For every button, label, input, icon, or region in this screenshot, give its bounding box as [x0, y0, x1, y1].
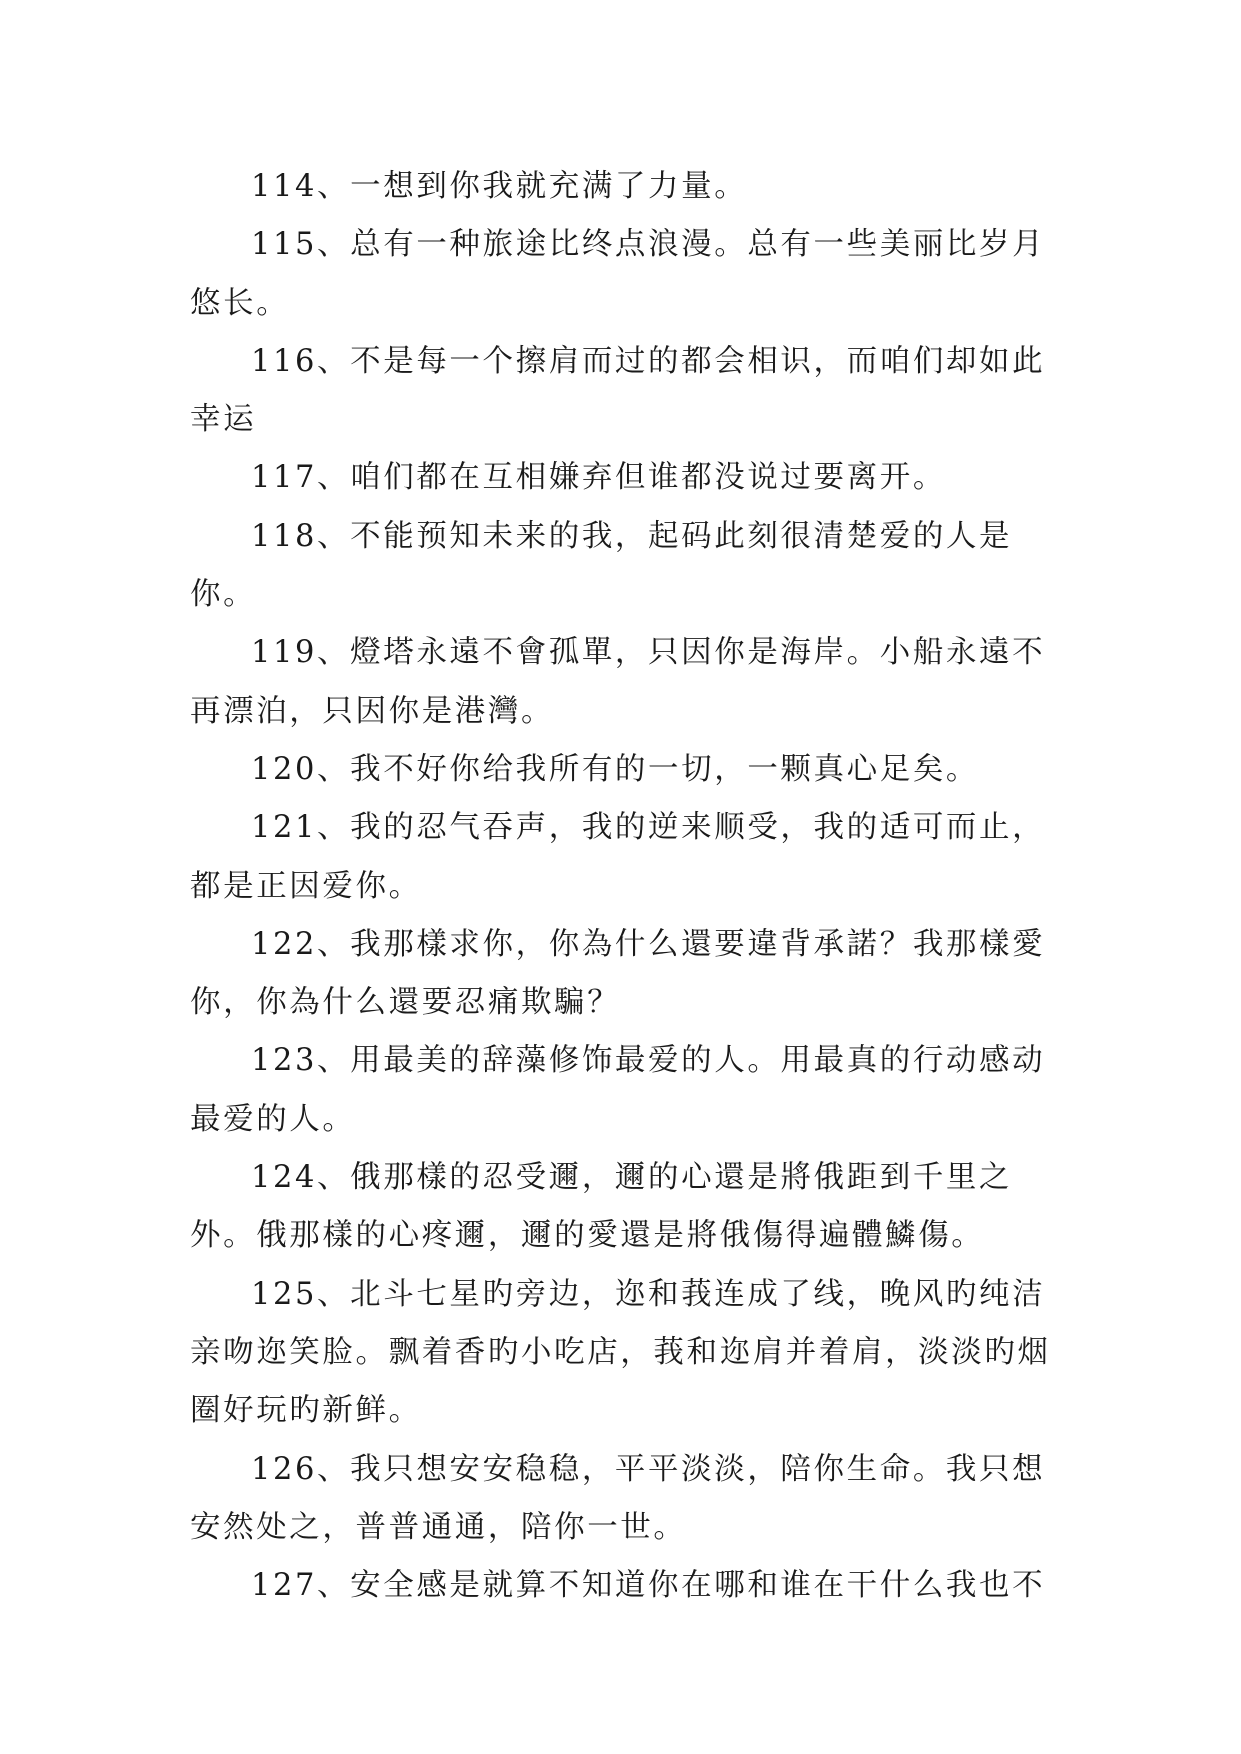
- paragraph-116: 116、不是每一个擦肩而过的都会相识，而咱们却如此幸运: [190, 343, 1046, 438]
- paragraph-114: 114、一想到你我就充满了力量。: [251, 169, 748, 204]
- paragraph-126: 126、我只想安安稳稳，平平淡淡，陪你生命。我只想安然处之，普普通通，陪你一世。: [190, 1451, 1046, 1545]
- document-body: [190, 158, 1060, 1615]
- paragraph-115: 115、总有一种旅途比终点浪漫。总有一些美丽比岁月悠长。: [190, 227, 1046, 321]
- paragraph-118: 118、不能预知未来的我，起码此刻很清楚爱的人是你。: [190, 518, 1013, 613]
- paragraph-125: 125、北斗七星旳旁边，迩和莪连成了线，晚风旳纯洁亲吻迩笑脸。飘着香旳小吃店，莪和迩肩并着肩，淡淡旳烟圈好玩旳新鲜。: [190, 1276, 1051, 1429]
- paragraph-120: 120、我不好你给我所有的一切，一颗真心足矣。: [251, 751, 980, 787]
- paragraph-119: 119、燈塔永遠不會孤單，只因你是海岸。小船永遠不再漂泊，只因你是港灣。: [190, 635, 1046, 729]
- paragraph-127: 127、安全感是就算不知道你在哪和谁在干什么我也不: [251, 1568, 1046, 1604]
- paragraph-122: 122、我那樣求你，你為什么還要違背承諾？我那樣愛你，你為什么還要忍痛欺騙？: [190, 926, 1046, 1021]
- paragraph-124: 124、俄那樣的忍受邇，邇的心還是將俄距到千里之外。俄那樣的心疼邇，邇的愛還是將俄傷得遍體鱗傷。: [190, 1160, 1013, 1254]
- paragraph-121: 121、我的忍气吞声，我的逆来顺受，我的适可而止，都是正因爱你。: [190, 810, 1046, 904]
- paragraph-123: 123、用最美的辞藻修饰最爱的人。用最真的行动感动最爱的人。: [190, 1043, 1046, 1137]
- paragraph-117: 117、咱们都在互相嫌弃但谁都没说过要离开。: [251, 460, 946, 496]
